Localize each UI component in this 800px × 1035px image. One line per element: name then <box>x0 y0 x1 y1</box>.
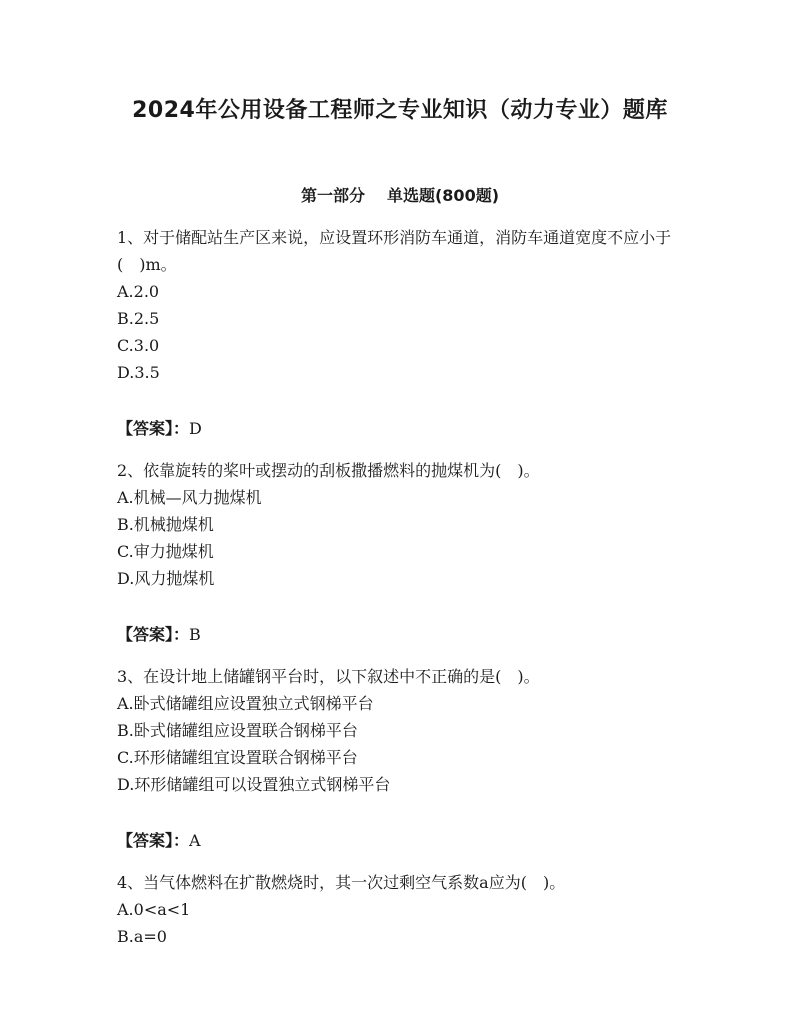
option-a: A.卧式储罐组应设置独立式钢梯平台 <box>117 694 374 713</box>
section-heading <box>0 183 800 206</box>
option-b: B.a=0 <box>117 927 167 946</box>
option-c: C.环形储罐组宜设置联合钢梯平台 <box>117 748 358 767</box>
option-c: C.3.0 <box>117 336 160 355</box>
question-stem: 3、在设计地上储罐钢平台时，以下叙述中不正确的是( )。 <box>117 667 540 686</box>
option-b: B.机械抛煤机 <box>117 515 214 534</box>
question-4 <box>117 869 697 950</box>
question-1 <box>117 224 697 442</box>
question-2 <box>117 457 697 648</box>
option-b: B.卧式储罐组应设置联合钢梯平台 <box>117 721 358 740</box>
option-a: A.2.0 <box>117 282 160 301</box>
option-a: A.机械—风力抛煤机 <box>117 488 262 507</box>
document-title: 2024年公用设备工程师之专业知识（动力专业）题库 <box>132 98 668 123</box>
answer-value: D <box>189 419 202 438</box>
option-d: D.环形储罐组可以设置独立式钢梯平台 <box>117 775 391 794</box>
answer-label: 【答案】： <box>117 625 190 644</box>
answer-label: 【答案】： <box>117 419 190 438</box>
answer-line <box>117 621 697 648</box>
answer-label: 【答案】： <box>117 831 190 850</box>
answer-value: B <box>189 625 201 644</box>
option-a: A.0<a<1 <box>117 900 191 919</box>
question-stem: 4、当气体燃料在扩散燃烧时，其一次过剩空气系数a应为( )。 <box>117 873 566 892</box>
answer-line <box>117 415 697 442</box>
option-c: C.审力抛煤机 <box>117 542 214 561</box>
answer-value: A <box>189 831 201 850</box>
answer-line <box>117 827 697 854</box>
question-stem: 1、对于储配站生产区来说，应设置环形消防车通道，消防车通道宽度不应小于( )m。 <box>117 228 672 274</box>
option-b: B.2.5 <box>117 309 160 328</box>
question-3 <box>117 663 697 854</box>
option-d: D.3.5 <box>117 363 160 382</box>
option-d: D.风力抛煤机 <box>117 569 215 588</box>
section-part: 第一部分 <box>300 186 365 205</box>
question-stem: 2、依靠旋转的桨叶或摆动的刮板撒播燃料的抛煤机为( )。 <box>117 461 540 480</box>
question-list <box>117 224 697 950</box>
section-name: 单选题(800题) <box>386 186 500 205</box>
